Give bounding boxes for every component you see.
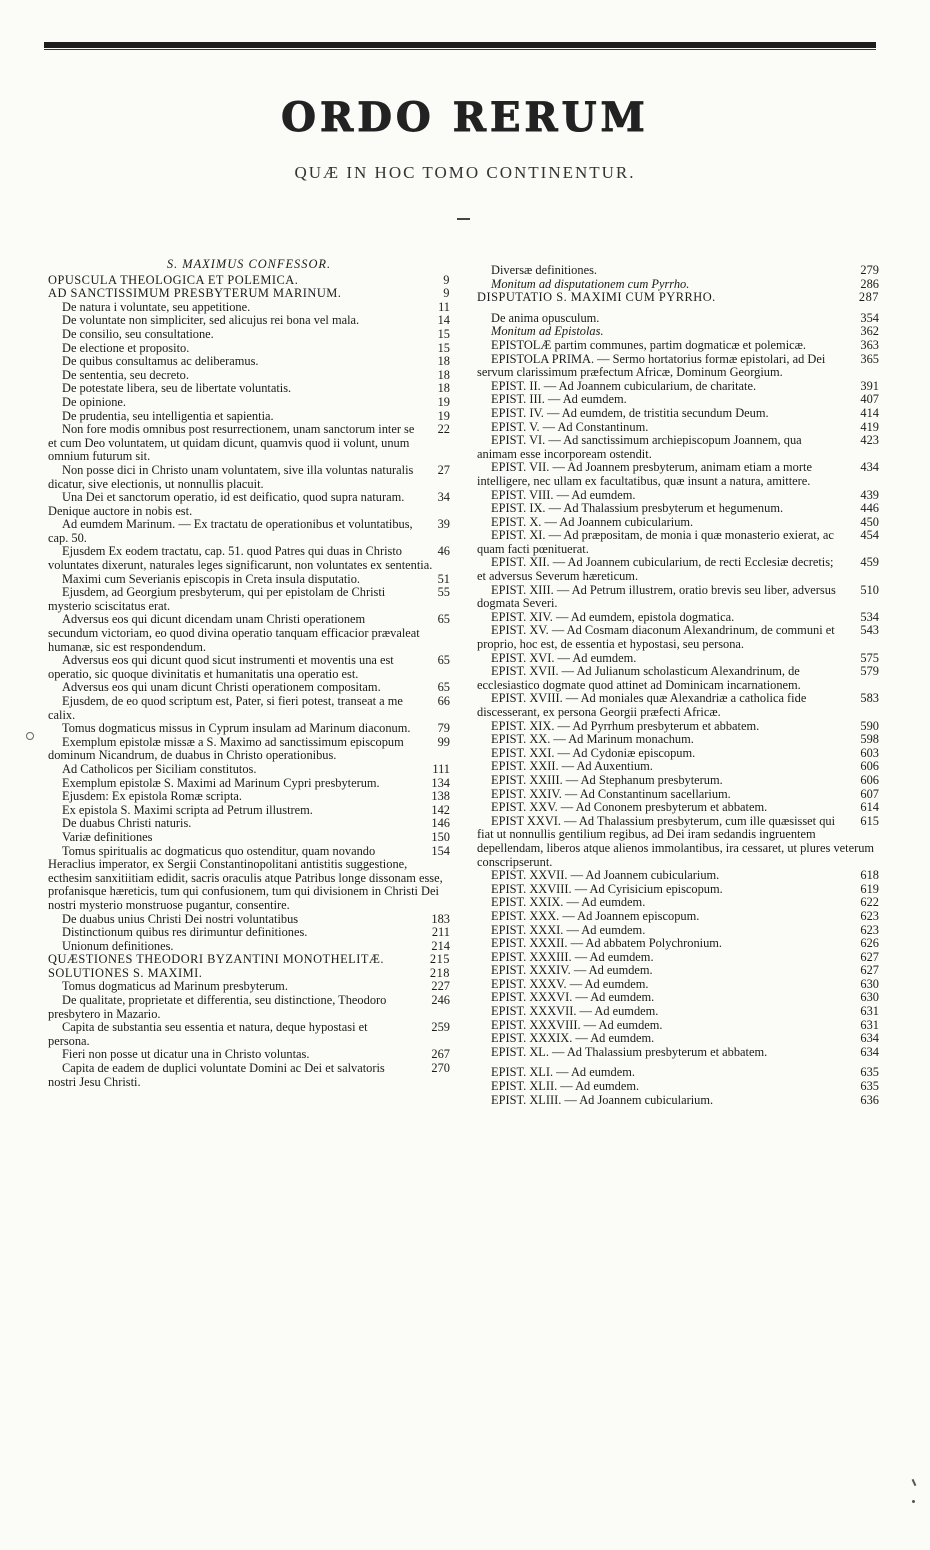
toc-page-number: 606 bbox=[860, 772, 879, 787]
toc-entry-text: EPIST. XVIII. — Ad moniales quæ Alexandriæ a catholica fide discesserant, ex persona Georgii præfecti Africæ. bbox=[477, 691, 807, 719]
toc-page-number: 603 bbox=[860, 745, 879, 760]
toc-entry bbox=[477, 380, 879, 394]
toc-entry bbox=[477, 1094, 879, 1108]
toc-entry bbox=[477, 278, 879, 292]
toc-entry-text: EPIST. XIV. — Ad eumdem, epistola dogmatica. bbox=[491, 610, 735, 624]
toc-entry-text: De natura i voluntate, seu appetitione. bbox=[62, 300, 251, 314]
toc-page-number: 214 bbox=[431, 938, 450, 953]
toc-entry-text: Ejusdem Ex eodem tractatu, cap. 51. quod Patres qui duas in Christo voluntates dixerunt, naturales leges significarunt, non voluntates ex sententia. bbox=[48, 544, 433, 573]
toc-page-number: 450 bbox=[860, 514, 879, 529]
toc-entry bbox=[48, 967, 450, 981]
toc-entry-text: Non posse dici in Christo unam voluntatem, sive illa voluntas naturalis dicatur, sive electionis, ut nonnullis placuit. bbox=[48, 462, 414, 491]
toc-entry-text: EPIST. XXXIV. — Ad eumdem. bbox=[491, 964, 653, 978]
toc-entry-text: De sententia, seu decreto. bbox=[62, 368, 189, 382]
toc-entry-text: EPIST. XXIX. — Ad eumdem. bbox=[491, 896, 646, 910]
toc-entry-text: EPIST. XLII. — Ad eumdem. bbox=[491, 1080, 640, 1094]
toc-entry bbox=[48, 913, 450, 927]
toc-entry bbox=[48, 342, 450, 356]
toc-entry bbox=[477, 291, 879, 305]
toc-page-number: 287 bbox=[858, 290, 879, 305]
toc-entry bbox=[48, 613, 450, 654]
toc-entry-text: EPIST. XII. — Ad Joannem cubicularium, de recti Ecclesiæ decretis; et adversus Severum hæreticum. bbox=[477, 555, 834, 584]
toc-entry-text: Adversus eos qui dicunt quod sicut instrumenti et moventis una est operatio, sic quoque divinitatis et humanitatis una operatio est. bbox=[48, 653, 394, 681]
toc-entry-text: EPIST. XLI. — Ad eumdem. bbox=[491, 1066, 635, 1080]
toc-page-number: 134 bbox=[431, 775, 450, 790]
toc-entry-text: Variæ definitiones bbox=[62, 830, 153, 844]
toc-entry bbox=[48, 681, 450, 695]
toc-entry bbox=[477, 624, 879, 651]
toc-page-number: 150 bbox=[431, 829, 450, 844]
toc-page-number: 65 bbox=[437, 612, 450, 627]
page-subtitle: QUÆ IN HOC TOMO CONTINENTUR. bbox=[294, 163, 636, 182]
toc-entry-text: De consilio, seu consultatione. bbox=[62, 327, 214, 341]
toc-entry-text: OPUSCULA THEOLOGICA ET POLEMICA. bbox=[48, 273, 299, 287]
toc-page-number: 354 bbox=[860, 310, 879, 325]
toc-entry bbox=[477, 896, 879, 910]
toc-entry-text: Capita de substantia seu essentia et natura, deque hypostasi et persona. bbox=[48, 1020, 368, 1048]
toc-page-number: 79 bbox=[437, 721, 450, 736]
toc-entry bbox=[48, 423, 450, 464]
toc-page-number: 575 bbox=[860, 650, 879, 665]
toc-entry bbox=[48, 328, 450, 342]
toc-page-number: 99 bbox=[437, 734, 450, 749]
toc-entry-text: Capita de eadem de duplici voluntate Domini ac Dei et salvatoris nostri Jesu Christi. bbox=[48, 1061, 385, 1089]
toc-page-number: 211 bbox=[431, 925, 450, 940]
toc-entry bbox=[48, 654, 450, 681]
toc-page-number: 579 bbox=[860, 664, 879, 679]
toc-entry bbox=[48, 573, 450, 587]
toc-entry-text: EPIST. XXXI. — Ad eumdem. bbox=[491, 923, 646, 937]
toc-page-number: 634 bbox=[860, 1031, 879, 1046]
toc-entry bbox=[48, 287, 450, 301]
toc-entry-text: Monitum ad disputationem cum Pyrrho. bbox=[491, 277, 690, 291]
toc-entry-text: Adversus eos qui unam dicunt Christi operationem compositam. bbox=[62, 680, 381, 695]
toc-entry bbox=[48, 586, 450, 613]
toc-entry bbox=[477, 910, 879, 924]
toc-page-number: 27 bbox=[437, 462, 450, 477]
toc-page-number: 459 bbox=[860, 555, 879, 570]
toc-entry bbox=[477, 733, 879, 747]
toc-entry bbox=[48, 980, 450, 994]
toc-entry bbox=[477, 991, 879, 1005]
toc-page-number: 510 bbox=[860, 582, 879, 597]
toc-page-number: 631 bbox=[860, 1004, 879, 1019]
toc-page-number: 454 bbox=[860, 528, 879, 543]
toc-page-number: 267 bbox=[431, 1047, 450, 1062]
toc-page-number: 65 bbox=[437, 653, 450, 668]
toc-entry bbox=[48, 396, 450, 410]
toc-page-number: 635 bbox=[860, 1065, 879, 1080]
toc-entry bbox=[477, 883, 879, 897]
toc-entry-text: EPIST. II. — Ad Joannem cubicularium, de charitate. bbox=[491, 379, 757, 393]
toc-entry bbox=[48, 355, 450, 369]
toc-entry bbox=[477, 788, 879, 802]
toc-page-number: 627 bbox=[860, 949, 879, 964]
toc-page-number: 259 bbox=[431, 1020, 450, 1035]
toc-entry bbox=[477, 1046, 879, 1060]
toc-entry bbox=[477, 978, 879, 992]
toc-entry bbox=[477, 516, 879, 530]
toc-entry bbox=[477, 1032, 879, 1046]
toc-entry-text: Ejusdem, ad Georgium presbyterum, qui per epistolam de Christi mysterio sciscitatus erat. bbox=[48, 585, 386, 613]
toc-entry-text: De prudentia, seu intelligentia et sapientia. bbox=[62, 409, 274, 423]
toc-entry bbox=[48, 994, 450, 1021]
toc-entry-text: Ejusdem: Ex epistola Romæ scripta. bbox=[62, 790, 242, 804]
toc-entry-text: Tomus spiritualis ac dogmaticus quo ostenditur, quam novando Heraclius imperator, ex Sergii Constantinopolitani antistitis suggestione, ecthesim sanxitiitiam edidit, sacris oraculis atque Patribus longe dissonam esse, profanisque hæreticis, tum qui confusionem, tum qui divisionem in Christi Dei nostri mysterio monstruose pugantur, consentire. bbox=[48, 843, 443, 912]
toc-entry-text: EPIST. XXXIX. — Ad eumdem. bbox=[491, 1032, 655, 1046]
left-entry-list bbox=[48, 274, 450, 1090]
toc-entry bbox=[48, 518, 450, 545]
toc-entry-text: EPIST. III. — Ad eumdem. bbox=[491, 393, 627, 407]
toc-entry-text: EPISTOLA PRIMA. — Sermo hortatorius formæ epistolari, ad Dei servum clarissimum præfectum Africæ, Dominum Georgium. bbox=[477, 351, 826, 380]
toc-entry-text: AD SANCTISSIMUM PRESBYTERUM MARINUM. bbox=[48, 287, 342, 301]
toc-entry-text: EPIST XXVI. — Ad Thalassium presbyterum, cum ille quæsisset qui fiat ut nonnullis gentilium regibus, ad Dei iram sedandis ingruentem depellendam, liberos atque alienos immolantibus, ira cessaret, ut plures veterum conscripserunt. bbox=[477, 813, 875, 869]
toc-page-number: 598 bbox=[860, 732, 879, 747]
toc-entry-text: EPIST. XXII. — Ad Auxentium. bbox=[491, 760, 653, 774]
toc-page-number: 270 bbox=[431, 1061, 450, 1076]
toc-entry-text: EPIST. VII. — Ad Joannem presbyterum, animam etiam a morte intelligere, nec ullam ex facultatibus, quæ insunt a natura, amittere. bbox=[477, 460, 812, 488]
toc-page-number: 365 bbox=[860, 351, 879, 366]
toc-entry bbox=[477, 529, 879, 556]
toc-entry bbox=[48, 545, 450, 572]
toc-entry-text: SOLUTIONES S. MAXIMI. bbox=[48, 966, 203, 980]
toc-entry bbox=[48, 953, 450, 967]
toc-entry bbox=[477, 815, 879, 869]
page-title: ORDO RERUM bbox=[281, 94, 649, 141]
toc-entry bbox=[48, 410, 450, 424]
toc-entry-text: Maximi cum Severianis episcopis in Creta insula disputatio. bbox=[62, 571, 361, 586]
toc-page-number: 9 bbox=[443, 286, 450, 301]
toc-page-number: 439 bbox=[860, 487, 879, 502]
toc-page-number: 34 bbox=[437, 490, 450, 505]
toc-entry bbox=[48, 382, 450, 396]
toc-entry-text: Ad eumdem Marinum. — Ex tractatu de operationibus et voluntatibus, cap. 50. bbox=[48, 517, 413, 545]
toc-entry-text: EPIST. X. — Ad Joannem cubicularium. bbox=[491, 515, 694, 529]
toc-entry-text: EPIST. XXIII. — Ad Stephanum presbyterum. bbox=[491, 773, 723, 787]
toc-entry-text: EPIST. XXX. — Ad Joannem episcopum. bbox=[491, 909, 700, 923]
toc-entry-text: EPIST. XXXIII. — Ad eumdem. bbox=[491, 950, 654, 964]
toc-page-number: 614 bbox=[860, 800, 879, 815]
toc-page-number: 419 bbox=[860, 419, 879, 434]
toc-entry bbox=[477, 951, 879, 965]
toc-entry-text: De opinione. bbox=[62, 395, 127, 409]
toc-entry bbox=[477, 264, 879, 278]
toc-entry bbox=[477, 652, 879, 666]
toc-page-number: 583 bbox=[860, 691, 879, 706]
toc-entry bbox=[477, 461, 879, 488]
toc-page-number: 634 bbox=[860, 1044, 879, 1059]
toc-entry-text: Fieri non posse ut dicatur una in Christo voluntas. bbox=[62, 1048, 310, 1062]
toc-entry bbox=[48, 274, 450, 288]
toc-page-number: 138 bbox=[431, 789, 450, 804]
toc-page-number: 446 bbox=[860, 501, 879, 516]
toc-entry bbox=[48, 369, 450, 383]
toc-entry-text: EPIST. VI. — Ad sanctissimum archiepiscopum Joannem, qua animam esse incorpoream ostendit. bbox=[477, 433, 802, 461]
toc-page-number: 18 bbox=[437, 354, 450, 369]
toc-page-number: 627 bbox=[860, 963, 879, 978]
toc-entry bbox=[477, 502, 879, 516]
toc-page-number: 14 bbox=[437, 313, 450, 328]
toc-page-number: 111 bbox=[432, 761, 450, 776]
toc-entry-text: De electione et proposito. bbox=[62, 341, 190, 355]
toc-entry-text: Una Dei et sanctorum operatio, id est deificatio, quod supra naturam. Denique auctore in nobis est. bbox=[48, 490, 405, 518]
toc-entry bbox=[477, 774, 879, 788]
toc-entry-text: EPIST. XI. — Ad præpositam, de monia i quæ monasterio exierat, ac quam facti pœnituerat. bbox=[477, 528, 834, 556]
toc-entry-text: Non fore modis omnibus post resurrectionem, unam sanctorum inter se et cum Deo voluntatem, ut quidam dicunt, quamvis quod ii volunt, unum omnium futurum sit. bbox=[48, 422, 415, 464]
toc-entry-text: Tomus dogmaticus missus in Cyprum insulam ad Marinum diaconum. bbox=[62, 721, 411, 736]
toc-entry bbox=[48, 831, 450, 845]
toc-page-number: 618 bbox=[860, 868, 879, 883]
toc-entry bbox=[48, 491, 450, 518]
toc-page-number: 631 bbox=[860, 1017, 879, 1032]
toc-page-number: 154 bbox=[431, 843, 450, 858]
toc-entry-text: Exemplum epistolæ missæ a S. Maximo ad sanctissimum episcopum dominum Nicandrum, de duabus in Christo operationibus. bbox=[48, 734, 404, 763]
toc-page-number: 55 bbox=[437, 585, 450, 600]
toc-page-number: 11 bbox=[438, 299, 450, 314]
toc-entry-text: De anima opusculum. bbox=[491, 311, 600, 325]
toc-page-number: 9 bbox=[443, 272, 450, 287]
toc-page-number: 619 bbox=[860, 881, 879, 896]
toc-entry-text: EPIST. XX. — Ad Marinum monachum. bbox=[491, 733, 694, 747]
toc-entry-text: EPIST. XXXII. — Ad abbatem Polychronium. bbox=[491, 937, 723, 951]
toc-entry-text: QUÆSTIONES THEODORI BYZANTINI MONOTHELITÆ. bbox=[48, 953, 385, 967]
toc-entry bbox=[477, 434, 879, 461]
toc-entry bbox=[477, 353, 879, 380]
separator-dash bbox=[457, 218, 470, 220]
toc-entry bbox=[477, 1005, 879, 1019]
toc-entry bbox=[48, 464, 450, 491]
toc-page-number: 623 bbox=[860, 922, 879, 937]
top-rule bbox=[44, 42, 876, 48]
toc-entry bbox=[48, 845, 450, 913]
toc-entry bbox=[477, 1066, 879, 1080]
toc-entry-text: De quibus consultamus ac deliberamus. bbox=[62, 355, 259, 369]
toc-page-number: 227 bbox=[431, 979, 450, 994]
toc-page-number: 18 bbox=[437, 381, 450, 396]
toc-page-number: 363 bbox=[860, 337, 879, 352]
toc-entry-text: EPIST. V. — Ad Constantinum. bbox=[491, 420, 649, 434]
toc-entry-text: De potestate libera, seu de libertate voluntatis. bbox=[62, 382, 292, 396]
toc-entry-text: EPIST. XIII. — Ad Petrum illustrem, oratio brevis seu liber, adversus dogmata Severi. bbox=[477, 582, 836, 611]
toc-entry bbox=[48, 695, 450, 722]
toc-entry-text: Exemplum epistolæ S. Maximi ad Marinum Cypri presbyterum. bbox=[62, 775, 380, 790]
toc-page-number: 626 bbox=[860, 936, 879, 951]
toc-entry-text: EPIST. XV. — Ad Cosmam diaconum Alexandrinum, de communi et proprio, hoc est, de essentia et hypostasi, seu persona. bbox=[477, 623, 835, 652]
toc-page-number: 39 bbox=[437, 517, 450, 532]
toc-entry bbox=[477, 312, 879, 326]
toc-entry bbox=[477, 393, 879, 407]
toc-entry bbox=[48, 777, 450, 791]
toc-entry-text: EPIST. XXI. — Ad Cydoniæ episcopum. bbox=[491, 746, 696, 760]
toc-page-number: 142 bbox=[431, 802, 450, 817]
toc-entry bbox=[48, 301, 450, 315]
toc-page-number: 218 bbox=[429, 965, 450, 980]
toc-page-number: 630 bbox=[860, 976, 879, 991]
margin-mark bbox=[26, 732, 34, 740]
toc-entry bbox=[48, 790, 450, 804]
toc-page-number: 590 bbox=[860, 718, 879, 733]
toc-entry-text: EPIST. XVII. — Ad Julianum scholasticum Alexandrinum, de ecclesiastico dogmate quod attinet ad Dominicam incarnationem. bbox=[477, 664, 801, 692]
toc-entry bbox=[477, 1080, 879, 1094]
toc-page-number: 606 bbox=[860, 759, 879, 774]
toc-entry-text: De voluntate non simpliciter, sed alicujus rei bona vel mala. bbox=[62, 313, 360, 328]
toc-entry bbox=[477, 489, 879, 503]
toc-entry-text: EPIST. XXVII. — Ad Joannem cubicularium. bbox=[491, 869, 720, 883]
toc-entry-text: Ad Catholicos per Siciliam constitutos. bbox=[62, 762, 257, 776]
toc-page-number: 636 bbox=[860, 1092, 879, 1107]
toc-page-number: 66 bbox=[437, 694, 450, 708]
toc-entry-text: EPIST. XXXVII. — Ad eumdem. bbox=[491, 1005, 659, 1019]
toc-page-number: 534 bbox=[860, 609, 879, 624]
toc-entry-text: EPIST. VIII. — Ad eumdem. bbox=[491, 488, 636, 502]
toc-entry-text: EPIST. XXXV. — Ad eumdem. bbox=[491, 977, 649, 991]
toc-page-number: 22 bbox=[437, 422, 450, 437]
toc-page-number: 19 bbox=[437, 394, 450, 409]
toc-page-number: 286 bbox=[860, 276, 879, 291]
toc-page-number: 630 bbox=[860, 990, 879, 1005]
toc-entry bbox=[477, 1019, 879, 1033]
toc-entry bbox=[477, 339, 879, 353]
toc-entry-text: Adversus eos qui dicunt dicendam unam Christi operationem secundum victoriam, eo quod divina operatio tanquam efficacior prævaleat humanæ, sic est respondendum. bbox=[48, 612, 420, 654]
toc-entry-text: De qualitate, proprietate et differentia, seu distinctione, Theodoro presbytero in Mazario. bbox=[48, 993, 387, 1021]
toc-page-number: 65 bbox=[437, 680, 450, 695]
toc-entry bbox=[477, 665, 879, 692]
toc-entry bbox=[48, 314, 450, 328]
toc-entry-text: EPIST. XIX. — Ad Pyrrhum presbyterum et abbatem. bbox=[491, 719, 760, 733]
toc-entry bbox=[48, 1048, 450, 1062]
toc-entry-text: Diversæ definitiones. bbox=[491, 264, 597, 277]
toc-page-number: 19 bbox=[437, 408, 450, 423]
toc-page-number: 622 bbox=[860, 895, 879, 910]
toc-entry bbox=[477, 611, 879, 625]
section-heading: S. MAXIMUS CONFESSOR. bbox=[166, 257, 332, 271]
toc-entry bbox=[477, 869, 879, 883]
toc-entry bbox=[48, 940, 450, 954]
toc-entry bbox=[477, 720, 879, 734]
toc-entry-text: EPIST. XXV. — Ad Cononem presbyterum et abbatem. bbox=[491, 801, 768, 815]
toc-entry-text: EPIST. XVI. — Ad eumdem. bbox=[491, 651, 637, 665]
toc-page-number: 46 bbox=[437, 544, 450, 559]
toc-page-number: 246 bbox=[431, 993, 450, 1008]
toc-entry bbox=[48, 763, 450, 777]
toc-page-number: 607 bbox=[860, 786, 879, 801]
toc-entry bbox=[477, 760, 879, 774]
toc-entry bbox=[477, 692, 879, 719]
toc-entry bbox=[477, 421, 879, 435]
toc-page-number: 279 bbox=[860, 263, 879, 277]
toc-entry bbox=[48, 736, 450, 763]
toc-entry-text: Unionum definitiones. bbox=[62, 939, 174, 953]
toc-page-number: 146 bbox=[431, 816, 450, 831]
toc-page-number: 543 bbox=[860, 623, 879, 638]
toc-page-number: 18 bbox=[437, 367, 450, 382]
right-column bbox=[477, 264, 879, 1107]
toc-entry-text: EPIST. XL. — Ad Thalassium presbyterum et abbatem. bbox=[491, 1045, 768, 1059]
toc-page-number: 615 bbox=[860, 813, 879, 828]
toc-page-number: 414 bbox=[860, 405, 879, 420]
toc-entry-text: EPIST. XXXVI. — Ad eumdem. bbox=[491, 991, 655, 1005]
toc-entry-text: Distinctionum quibus res dirimuntur definitiones. bbox=[62, 926, 308, 940]
toc-page-number: 391 bbox=[860, 378, 879, 393]
margin-mark bbox=[912, 1500, 915, 1503]
toc-entry bbox=[48, 804, 450, 818]
toc-page-number: 51 bbox=[437, 571, 450, 586]
toc-entry bbox=[48, 722, 450, 736]
toc-page-number: 434 bbox=[860, 460, 879, 475]
toc-entry-text: De duabus Christi naturis. bbox=[62, 817, 192, 831]
margin-mark bbox=[912, 1479, 917, 1486]
toc-entry-text: Tomus dogmaticus ad Marinum presbyterum. bbox=[62, 980, 288, 994]
toc-page-number: 635 bbox=[860, 1079, 879, 1094]
toc-entry-text: De duabus unius Christi Dei nostri voluntatibus bbox=[62, 912, 299, 926]
toc-entry bbox=[48, 817, 450, 831]
toc-entry bbox=[477, 556, 879, 583]
toc-entry bbox=[477, 584, 879, 611]
toc-page-number: 183 bbox=[431, 911, 450, 926]
toc-entry-text: EPISTOLÆ partim communes, partim dogmaticæ et polemicæ. bbox=[491, 337, 806, 352]
toc-entry bbox=[477, 407, 879, 421]
toc-entry-text: Ex epistola S. Maximi scripta ad Petrum illustrem. bbox=[62, 803, 313, 817]
toc-page-number: 15 bbox=[437, 340, 450, 355]
right-entry-list bbox=[477, 264, 879, 1107]
toc-entry-text: Monitum ad Epistolas. bbox=[491, 325, 604, 339]
toc-page-number: 423 bbox=[860, 433, 879, 448]
toc-entry-text: EPIST. XXVIII. — Ad Cyrisicium episcopum. bbox=[491, 882, 723, 896]
toc-entry bbox=[477, 937, 879, 951]
toc-page-number: 407 bbox=[860, 392, 879, 407]
toc-entry-text: EPIST. IV. — Ad eumdem, de tristitia secundum Deum. bbox=[491, 406, 769, 420]
toc-entry-text: EPIST. IX. — Ad Thalassium presbyterum et hegumenum. bbox=[491, 501, 784, 516]
toc-page-number: 215 bbox=[429, 952, 450, 967]
toc-page-number: 362 bbox=[860, 324, 879, 339]
toc-entry bbox=[477, 801, 879, 815]
toc-entry-text: EPIST. XXXVIII. — Ad eumdem. bbox=[491, 1018, 663, 1032]
toc-entry-text: DISPUTATIO S. MAXIMI CUM PYRRHO. bbox=[477, 291, 716, 305]
toc-entry bbox=[48, 1062, 450, 1089]
toc-entry bbox=[477, 747, 879, 761]
toc-page-number: 15 bbox=[437, 326, 450, 341]
toc-entry bbox=[477, 325, 879, 339]
toc-page-number: 623 bbox=[860, 908, 879, 923]
toc-entry bbox=[48, 926, 450, 940]
toc-entry bbox=[477, 964, 879, 978]
toc-entry bbox=[477, 924, 879, 938]
left-column bbox=[48, 258, 450, 1089]
toc-entry-text: EPIST. XXIV. — Ad Constantinum sacellarium. bbox=[491, 787, 731, 801]
toc-entry bbox=[48, 1021, 450, 1048]
toc-entry-text: Ejusdem, de eo quod scriptum est, Pater, si fieri potest, transeat a me calix. bbox=[48, 694, 403, 722]
toc-entry-text: EPIST. XLIII. — Ad Joannem cubicularium. bbox=[491, 1093, 714, 1107]
